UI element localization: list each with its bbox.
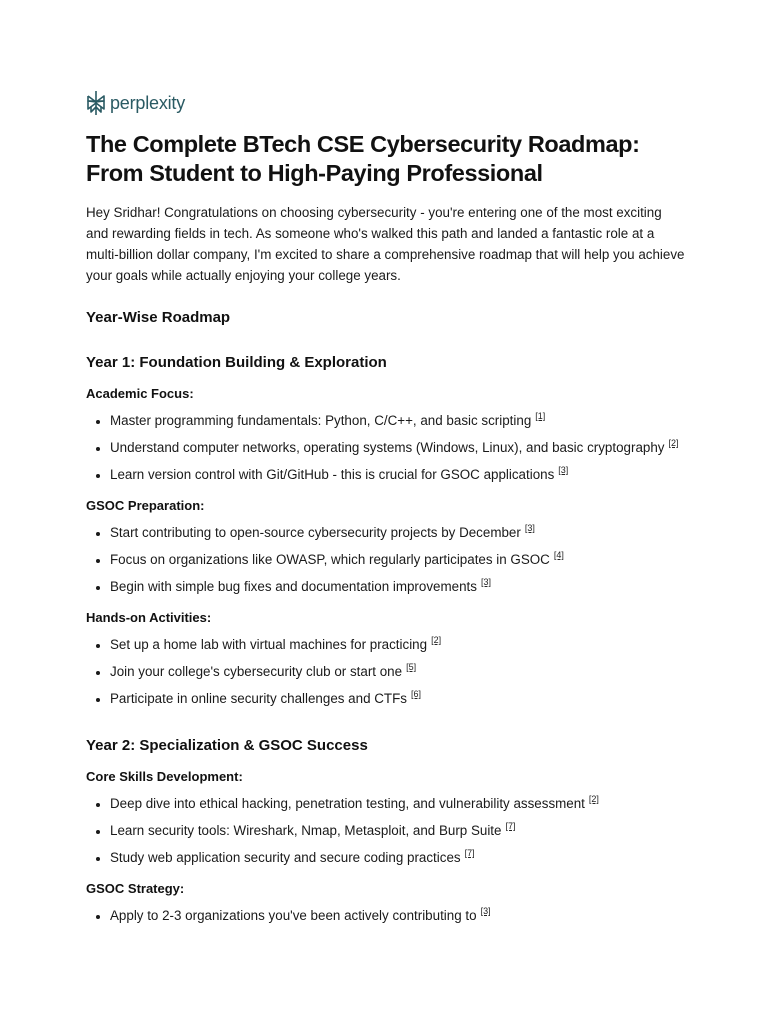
list-item-text: Master programming fundamentals: Python, C/C++, and basic scripting <box>110 413 532 428</box>
citation-link[interactable]: [6] <box>410 689 421 699</box>
brand-name: perplexity <box>110 92 186 113</box>
list-item-text: Apply to 2-3 organizations you've been actively contributing to <box>110 908 477 923</box>
citation-link[interactable]: [3] <box>480 577 491 587</box>
list-item-text: Begin with simple bug fixes and documentation improvements <box>110 579 477 594</box>
citation-link[interactable]: [3] <box>558 465 569 475</box>
roadmap-heading: Year-Wise Roadmap <box>86 309 231 326</box>
list-item-text: Join your college's cybersecurity club or start one <box>110 664 403 679</box>
document-title: The Complete BTech CSE Cybersecurity Roadmap: From Student to High-Paying Professional <box>86 131 640 186</box>
section-label: Academic Focus: <box>86 386 194 401</box>
list-item <box>110 662 686 682</box>
section-label: Hands-on Activities: <box>86 610 212 625</box>
bullet-list <box>86 906 686 926</box>
brand-logo[interactable] <box>86 90 185 116</box>
list-item <box>110 550 686 570</box>
list-item <box>110 848 686 868</box>
list-item <box>110 906 686 926</box>
year-1-heading: Year 1: Foundation Building & Exploration <box>86 354 387 371</box>
list-item <box>110 635 686 655</box>
list-item-text: Start contributing to open-source cybersecurity projects by December <box>110 525 521 540</box>
list-item-text: Learn security tools: Wireshark, Nmap, Metasploit, and Burp Suite <box>110 823 502 838</box>
list-item <box>110 689 686 709</box>
bullet-list <box>86 411 686 485</box>
document-content <box>86 130 686 926</box>
list-item-text: Learn version control with Git/GitHub - this is crucial for GSOC applications <box>110 467 555 482</box>
list-item-text: Participate in online security challenges and CTFs <box>110 691 407 706</box>
list-item-text: Study web application security and secure coding practices <box>110 850 461 865</box>
bullet-list <box>86 635 686 709</box>
citation-link[interactable]: [5] <box>406 662 417 672</box>
perplexity-logo-icon <box>86 90 106 116</box>
citation-link[interactable]: [3] <box>524 523 535 533</box>
citation-link[interactable]: [2] <box>431 635 442 645</box>
list-item-text: Set up a home lab with virtual machines for practicing <box>110 637 428 652</box>
section-label: GSOC Strategy: <box>86 881 185 896</box>
citation-link[interactable]: [7] <box>505 821 516 831</box>
citation-link[interactable]: [1] <box>535 411 546 421</box>
intro-paragraph: Hey Sridhar! Congratulations on choosing cybersecurity - you're entering one of the most exciting and rewarding fields in tech. As someone who's walked this path and landed a fantastic role at a multi-billion dollar company, I'm excited to share a comprehensive roadmap that will help you achieve your goals while actually enjoying your college years. <box>86 205 685 283</box>
list-item <box>110 523 686 543</box>
list-item <box>110 794 686 814</box>
citation-link[interactable]: [2] <box>668 438 679 448</box>
section-label: GSOC Preparation: <box>86 498 205 513</box>
list-item <box>110 411 686 431</box>
list-item <box>110 821 686 841</box>
section-label: Core Skills Development: <box>86 769 243 784</box>
year-2-heading: Year 2: Specialization & GSOC Success <box>86 737 368 754</box>
list-item-text: Deep dive into ethical hacking, penetration testing, and vulnerability assessment <box>110 796 585 811</box>
bullet-list <box>86 523 686 597</box>
list-item <box>110 465 686 485</box>
citation-link[interactable]: [7] <box>464 848 475 858</box>
list-item <box>110 438 686 458</box>
list-item-text: Understand computer networks, operating systems (Windows, Linux), and basic cryptography <box>110 440 665 455</box>
citation-link[interactable]: [3] <box>480 906 491 916</box>
citation-link[interactable]: [2] <box>588 794 599 804</box>
citation-link[interactable]: [4] <box>553 550 564 560</box>
list-item <box>110 577 686 597</box>
bullet-list <box>86 794 686 868</box>
list-item-text: Focus on organizations like OWASP, which regularly participates in GSOC <box>110 552 550 567</box>
